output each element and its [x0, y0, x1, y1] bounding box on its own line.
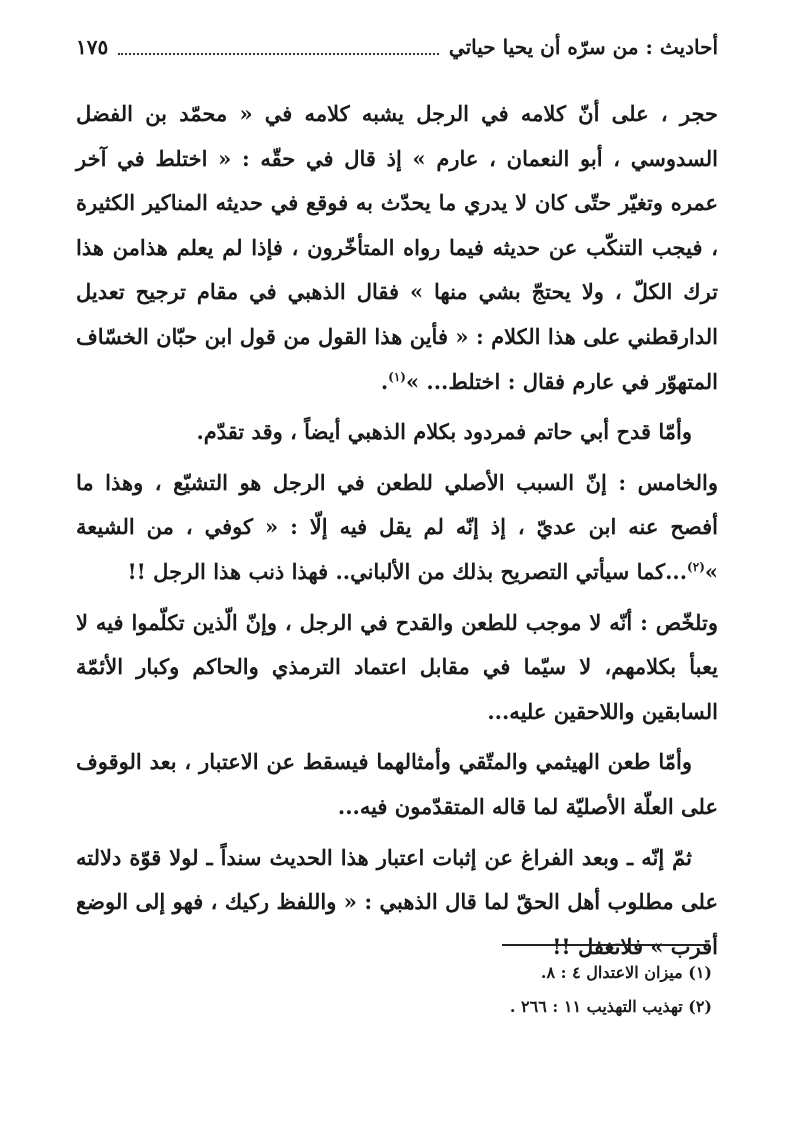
paragraph-3 [76, 461, 718, 595]
paragraph-6: ثمّ إنّه ـ وبعد الفراغ عن إثبات اعتبار هذا الحديث سنداً ـ لولا قوّة دلالته على مطلوب أهل الحقّ لما قال الذهبي : « واللفظ ركيك ، فهو إلى الوضع أقرب » فلاتغفل !! [76, 844, 718, 959]
main-text [76, 92, 718, 975]
paragraph-3-text: والخامس : إنّ السبب الأصلي للطعن في الرجل هو التشيّع ، وهذا ما أفصح عنه ابن عديّ ، إذ إنّه لم يقل فيه إلّا : « كوفي ، من الشيعة » [76, 469, 718, 584]
header-dot-leader [118, 39, 439, 55]
footnote-ref-1[interactable]: (١) [388, 369, 406, 384]
footnote-2: (٢) تهذيب التهذيب ١١ : ٢٦٦ . [509, 997, 712, 1016]
footnote-separator [502, 944, 708, 946]
paragraph-4: وتلخّص : أنّه لا موجب للطعن والقدح في الرجل ، وإنّ الّذين تكلّموا فيه لا يعبأ بكلامهم، لا سيّما في مقابل اعتماد الترمذي والحاكم وكبار الأئمّة السابقين واللاحقين عليه... [76, 609, 718, 724]
paragraph-1-text: حجر ، على أنّ كلامه في الرجل يشبه كلامه في « محمّد بن الفضل السدوسي ، أبو النعمان ، عارم » إذ قال في حقّه : « اختلط في آخر عمره وتغيّر حتّى كان لا يدري ما يحدّث به فوقع في حديثه المناكير الكثيرة ، فيجب التنكّب عن حديثه فيما رواه المتأخّرون ، فإذا لم يعلم هذامن هذا ترك الكلّ ، ولا يحتجّ بشي منها » فقال الذهبي في مقام ترجيح تعديل الدارقطني على هذا الكلام : « فأين هذا القول من قول ابن حبّان الخسّاف المتهوّر في عارم فقال : اختلط... » [76, 101, 719, 394]
paragraph-2: وأمّا قدح أبي حاتم فمردود بكلام الذهبي أيضاً ، وقد تقدّم. [196, 419, 692, 445]
running-title: أحاديث : من سرّه أن يحيا حياتي [448, 35, 718, 59]
paragraph-5: وأمّا طعن الهيثمي والمتّقي وأمثالهما فيسقط عن الاعتبار ، بعد الوقوف على العلّة الأصليّة لما قاله المتقدّمون فيه... [76, 749, 718, 819]
footnote-1: (١) ميزان الاعتدال ٤ : ٨. [540, 963, 712, 982]
paragraph-3-continuation: ...كما سيأتي التصريح بذلك من الألباني.. فهذا ذنب هذا الرجل !! [127, 558, 688, 584]
page-number: ١٧٥ [76, 35, 109, 59]
paragraph-1: حجر ، على أنّ كلامه في الرجل يشبه كلامه في « محمّد بن الفضل السدوسي ، أبو النعمان ، عارم » إذ قال في حقّه : « اختلط في آخر عمره وتغيّر حتّى كان لا يدري ما يحدّث به فوقع في حديثه المناكير الكثيرة ، فيجب التنكّب عن حديثه فيما رواه المتأخّرون ، فإذا لم يعلم هذامن هذا ترك الكلّ ، ولا يحتجّ بشي منها » فقال الذهبي في مقام ترجيح تعديل الدارقطني على هذا الكلام : « فأين هذا القول من قول ابن حبّان الخسّاف المتهوّر في عارم فقال : اختلط... »$^{(١)}$. [76, 101, 719, 394]
running-header [76, 30, 718, 64]
footnote-ref-2[interactable]: (٢) [687, 559, 705, 574]
footnotes [76, 956, 712, 1024]
